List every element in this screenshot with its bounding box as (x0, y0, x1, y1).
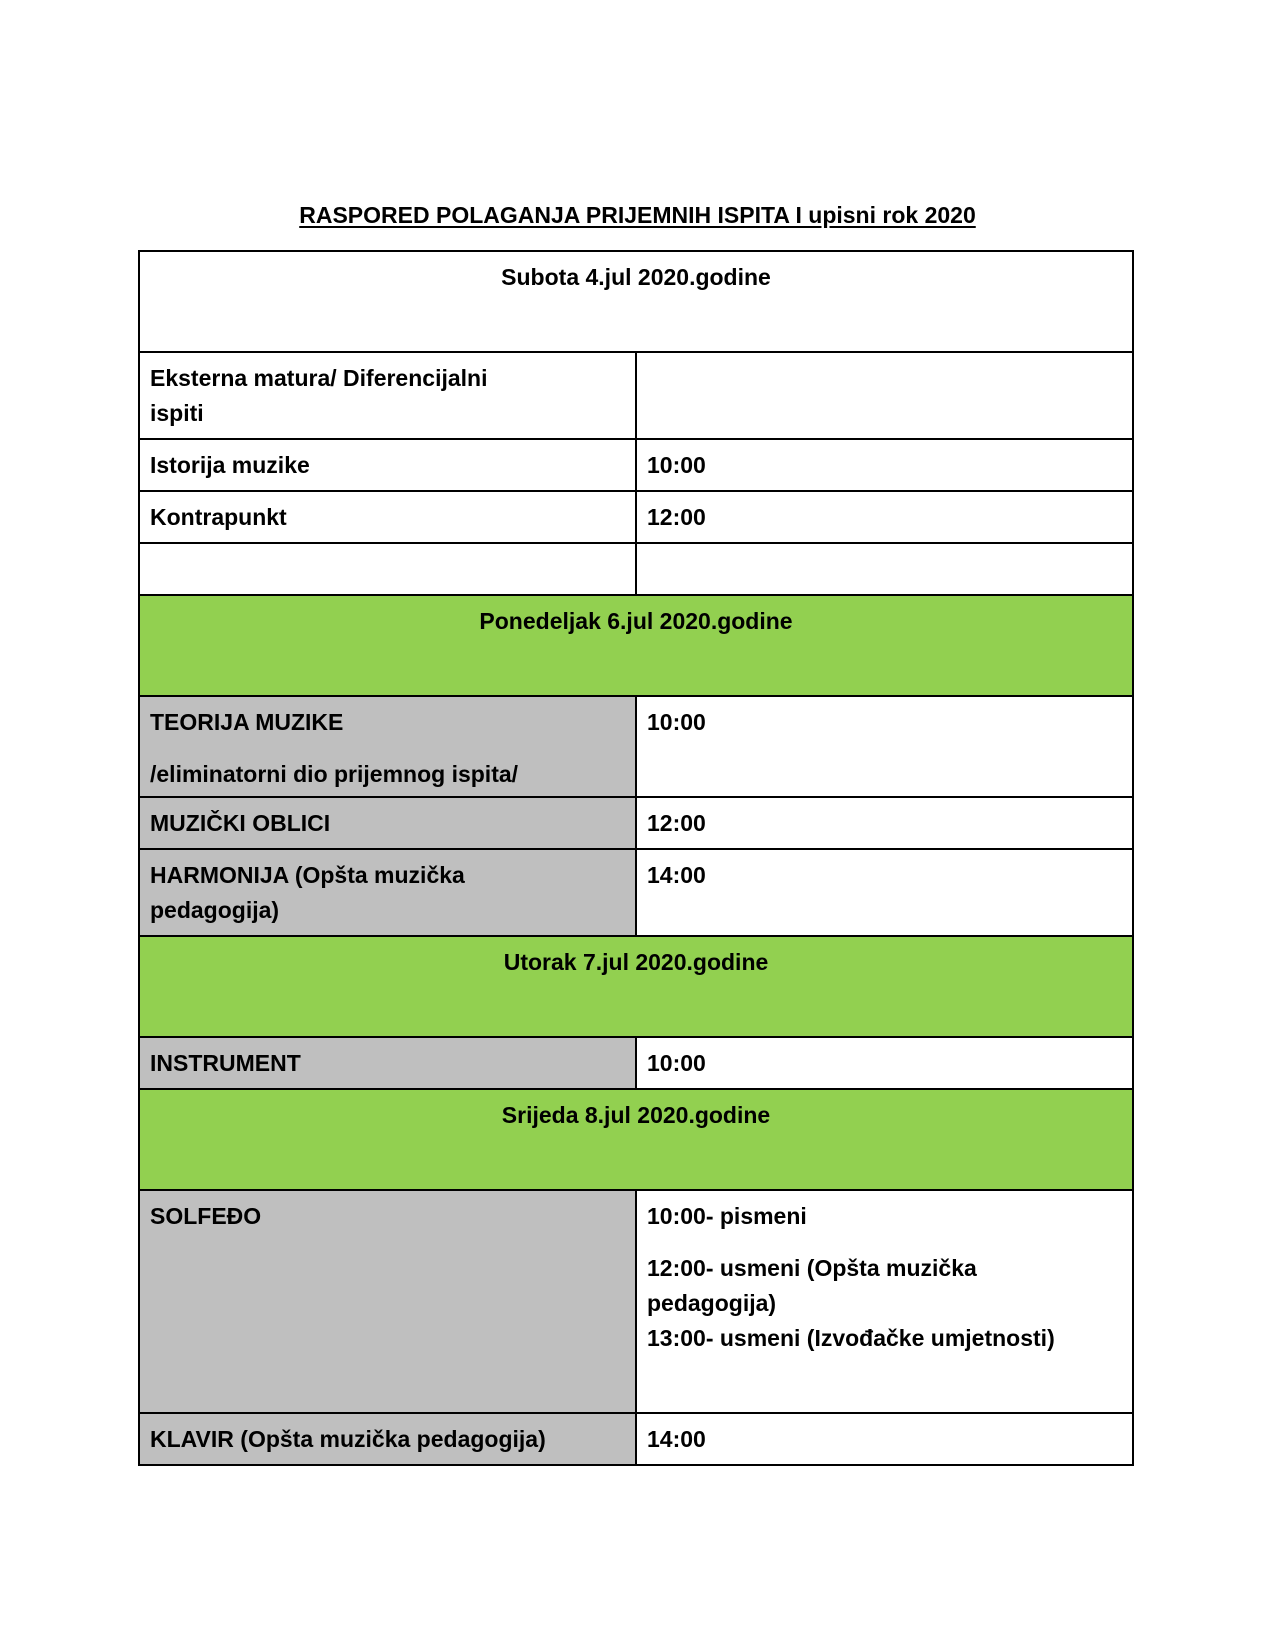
time-cell (636, 543, 1133, 595)
subject-line: KLAVIR (Opšta muzička pedagogija) (150, 1426, 546, 1452)
subject-line: ispiti (150, 400, 204, 426)
table-row (139, 696, 1133, 797)
day-header: Ponedeljak 6.jul 2020.godine (139, 595, 1133, 696)
subject-line: INSTRUMENT (150, 1050, 301, 1076)
table-row (139, 352, 1133, 439)
time-line: 10:00 (647, 1050, 706, 1076)
subject-cell (139, 797, 636, 849)
time-line: 14:00 (647, 862, 706, 888)
subject-cell (139, 352, 636, 439)
subject-line: Kontrapunkt (150, 504, 287, 530)
table-row (139, 491, 1133, 543)
table-row (139, 797, 1133, 849)
time-line: 13:00- usmeni (Izvođačke umjetnosti) (647, 1325, 1055, 1351)
subject-line: /eliminatorni dio prijemnog ispita/ (150, 761, 519, 787)
time-cell (636, 1413, 1133, 1465)
time-cell (636, 352, 1133, 439)
subject-line: Istorija muzike (150, 452, 310, 478)
table-row (139, 1190, 1133, 1413)
day-header: Subota 4.jul 2020.godine (139, 251, 1133, 352)
subject-cell (139, 543, 636, 595)
subject-line: HARMONIJA (Opšta muzička (150, 862, 465, 888)
time-line: 10:00- pismeni (647, 1203, 807, 1229)
day-header: Utorak 7.jul 2020.godine (139, 936, 1133, 1037)
table-row (139, 1037, 1133, 1089)
table-row (139, 849, 1133, 936)
subject-line: pedagogija) (150, 897, 280, 923)
time-cell (636, 849, 1133, 936)
time-line: pedagogija) (647, 1290, 777, 1316)
time-cell (636, 491, 1133, 543)
time-line: 10:00 (647, 709, 706, 735)
day-header-row (139, 595, 1133, 696)
subject-cell (139, 439, 636, 491)
day-header: Srijeda 8.jul 2020.godine (139, 1089, 1133, 1190)
time-line: 14:00 (647, 1426, 706, 1452)
page-title: RASPORED POLAGANJA PRIJEMNIH ISPITA I upisni rok 2020 (299, 202, 976, 228)
time-line: 12:00- usmeni (Opšta muzička (647, 1255, 977, 1281)
time-line: 10:00 (647, 452, 706, 478)
subject-cell (139, 491, 636, 543)
subject-line: TEORIJA MUZIKE (150, 709, 344, 735)
time-cell (636, 439, 1133, 491)
day-header-row (139, 251, 1133, 352)
time-line: 12:00 (647, 810, 706, 836)
subject-cell (139, 696, 636, 797)
subject-cell (139, 1037, 636, 1089)
day-header-row (139, 1089, 1133, 1190)
time-cell (636, 1190, 1133, 1413)
subject-cell (139, 849, 636, 936)
time-cell (636, 797, 1133, 849)
subject-line: MUZIČKI OBLICI (150, 810, 331, 836)
time-cell (636, 696, 1133, 797)
subject-cell (139, 1190, 636, 1413)
table-row (139, 1413, 1133, 1465)
day-header-row (139, 936, 1133, 1037)
subject-line: Eksterna matura/ Diferencijalni (150, 365, 488, 391)
exam-schedule-table (138, 250, 1134, 1466)
subject-cell (139, 1413, 636, 1465)
time-line: 12:00 (647, 504, 706, 530)
time-cell (636, 1037, 1133, 1089)
table-row (139, 439, 1133, 491)
table-row (139, 543, 1133, 595)
subject-line: SOLFEĐO (150, 1203, 262, 1229)
